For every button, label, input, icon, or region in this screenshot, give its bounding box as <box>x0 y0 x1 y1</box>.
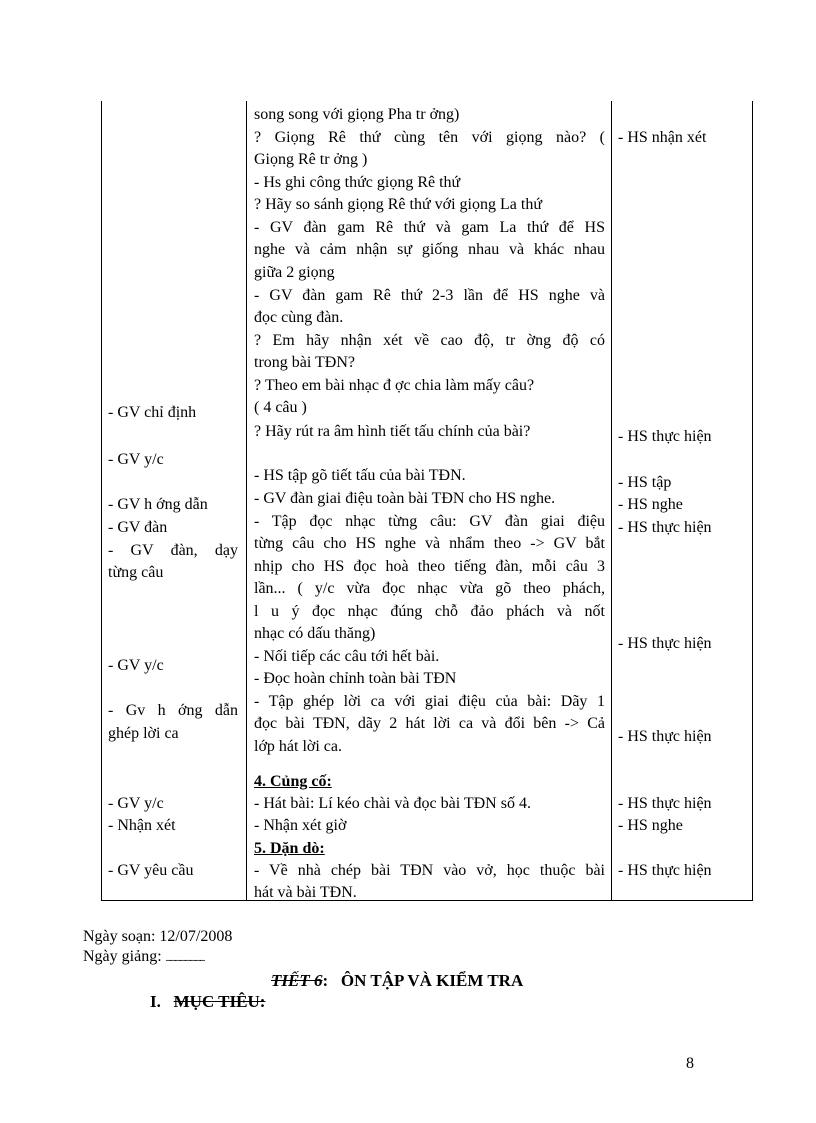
student-text: - HS thực hiện <box>618 795 712 812</box>
content-line: - GV đàn gam Rê thứ 2-3 lần để HS nghe và <box>254 287 605 304</box>
student-text: - HS thực hiện <box>618 635 712 652</box>
content-line: - Tập ghép lời ca với giai điệu của bài: Dãy 1 <box>254 693 605 710</box>
lesson-colon: : <box>322 971 329 990</box>
content-line: nhạc có dấu thăng) <box>254 625 376 642</box>
content-line: lớp hát lời ca. <box>254 738 343 755</box>
column-divider-2 <box>611 101 612 900</box>
content-line: ( 4 câu ) <box>254 399 307 416</box>
date-taught-dots: ............................... <box>165 953 205 963</box>
content-line: - GV đàn gam Rê thứ và gam La thứ để HS <box>254 219 605 236</box>
student-text: - HS thực hiện <box>618 428 712 445</box>
student-text: - HS nhận xét <box>618 129 707 146</box>
content-line: - Tập đọc nhạc từng câu: GV đàn giai điệu <box>254 513 605 530</box>
content-line: nhịp cho HS đọc hoà theo tiếng đàn, mỗi câu 3 <box>254 558 605 575</box>
content-line: giữa 2 giọng <box>254 264 335 281</box>
teacher-text: - GV y/c <box>108 795 164 812</box>
content-line: lần... ( y/c vừa đọc nhạc vừa gõ theo phách, <box>254 580 605 597</box>
content-line: đọc cùng đàn. <box>254 309 344 326</box>
section-number: I. <box>150 992 161 1011</box>
lesson-table <box>101 101 753 901</box>
content-line: - Nhận xét giờ <box>254 817 347 834</box>
teacher-text: ghép lời ca <box>108 725 179 742</box>
column-divider-1 <box>246 101 247 900</box>
teacher-text: từng câu <box>108 564 164 581</box>
teacher-text: - Nhận xét <box>108 817 176 834</box>
teacher-text: - GV y/c <box>108 451 164 468</box>
lesson-number: TIẾT 6 <box>271 971 323 990</box>
lesson-name: ÔN TẬP VÀ KIỂM TRA <box>340 971 524 990</box>
content-line: đọc bài TĐN, dãy 2 hát lời ca và đổi bên -> Cả <box>254 715 605 732</box>
lesson-title <box>271 971 523 991</box>
content-line: - HS tập gõ tiết tấu của bài TĐN. <box>254 467 466 484</box>
teacher-text: - GV yêu cầu <box>108 862 194 879</box>
content-line: từng câu cho HS nghe và nhẩm theo -> GV bắt <box>254 535 605 552</box>
date-prepared: Ngày soạn: 12/07/2008 <box>83 928 233 945</box>
section-heading <box>150 992 265 1012</box>
teacher-text: - Gv h ớng dẫn <box>108 702 238 719</box>
section-title: MỤC TIÊU: <box>173 992 266 1011</box>
content-line: ? Theo em bài nhạc đ ợc chia làm mấy câu? <box>254 377 535 394</box>
content-line: nghe và cảm nhận sự giống nhau và khác nhau <box>254 241 605 258</box>
content-line: l u ý đọc nhạc đúng chỗ đảo phách và nốt <box>254 603 605 620</box>
student-text: - HS tập <box>618 474 672 491</box>
content-line: Giọng Rê tr ởng ) <box>254 151 368 168</box>
section-heading-homework: 5. Dặn dò: <box>254 840 325 857</box>
teacher-text: - GV đàn, dạy <box>108 542 238 559</box>
teacher-text: - GV h ớng dẫn <box>108 496 208 513</box>
content-line: hát và bài TĐN. <box>254 884 357 901</box>
content-line: - Nối tiếp các câu tới hết bài. <box>254 648 440 665</box>
date-taught-label: Ngày giảng: <box>83 948 162 965</box>
page-number: 8 <box>686 1055 694 1072</box>
student-text: - HS thực hiện <box>618 519 712 536</box>
date-taught <box>83 948 204 966</box>
teacher-text: - GV đàn <box>108 519 168 536</box>
student-text: - HS thực hiện <box>618 728 712 745</box>
teacher-text: - GV y/c <box>108 657 164 674</box>
content-line: - GV đàn giai điệu toàn bài TĐN cho HS nghe. <box>254 490 556 507</box>
student-text: - HS nghe <box>618 496 683 513</box>
teacher-text: - GV chỉ định <box>108 404 197 421</box>
content-line: song song với giọng Pha tr ởng) <box>254 106 460 123</box>
student-text: - HS nghe <box>618 817 683 834</box>
content-line: ? Em hãy nhận xét về cao độ, tr ờng độ có <box>254 332 605 349</box>
student-text: - HS thực hiện <box>618 862 712 879</box>
content-line: trong bài TĐN? <box>254 354 356 371</box>
content-line: ? Hãy so sánh giọng Rê thứ với giọng La thứ <box>254 196 542 213</box>
content-line: ? Hãy rút ra âm hình tiết tấu chính của bài? <box>254 423 531 440</box>
content-line: - Về nhà chép bài TĐN vào vở, học thuộc bài <box>254 862 605 879</box>
content-line: - Hs ghi công thức giọng Rê thứ <box>254 174 461 191</box>
content-line: - Đọc hoàn chỉnh toàn bài TĐN <box>254 670 457 687</box>
content-line: ? Giọng Rê thứ cùng tên với giọng nào? ( <box>254 129 605 146</box>
content-line: - Hát bài: Lí kéo chài và đọc bài TĐN số 4. <box>254 795 531 812</box>
section-heading-consolidation: 4. Củng cố: <box>254 773 332 790</box>
